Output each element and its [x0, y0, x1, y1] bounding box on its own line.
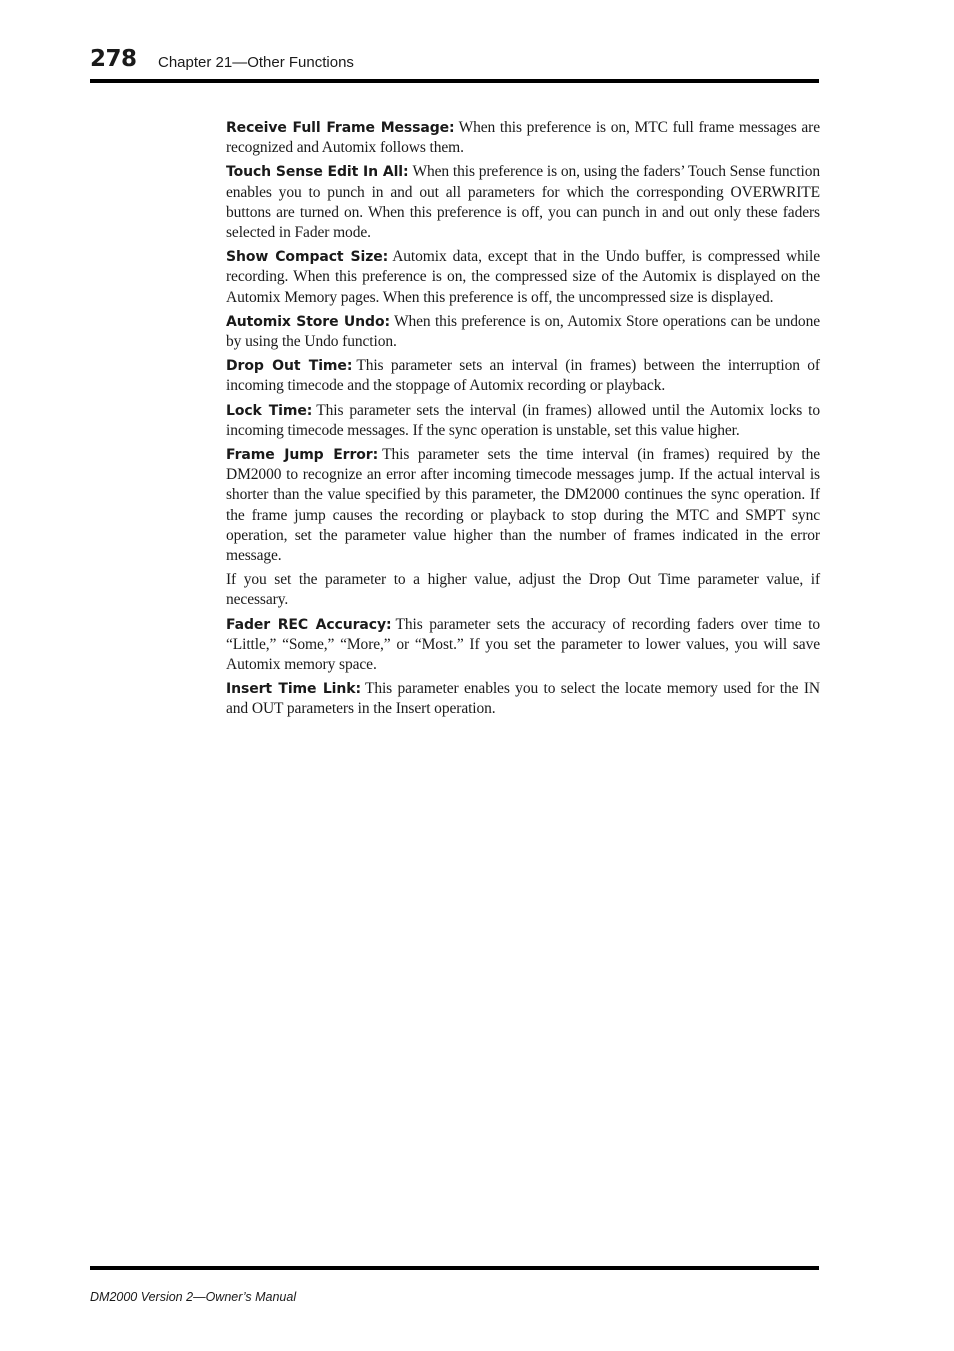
paragraph-lock-time: [226, 401, 820, 441]
paragraph-fader-rec-accuracy: [226, 615, 820, 676]
footer-rule: [90, 1266, 819, 1270]
paragraph-text: This parameter sets the interval (in frames) allowed until the Automix locks to incoming timecode messages. If the sync operation is unstable, set this value higher.: [226, 401, 820, 439]
term-label: Receive Full Frame Message:: [226, 120, 455, 136]
header-rule: [90, 79, 819, 83]
term-label: Lock Time:: [226, 402, 313, 419]
chapter-title: Chapter 21—Other Functions: [158, 54, 354, 71]
paragraph-text: This parameter sets the time interval (in frames) required by the DM2000 to recognize an error after incoming timecode messages jump. If the actual interval is shorter than the value specified by this parameter, the DM2000 continues the sync operation. If the frame jump causes the recording or playback to stop during the MTC and SMPT sync operation, set the parameter value higher than the number of frames indicated in the error message.: [226, 446, 820, 565]
term-label: Touch Sense Edit In All:: [226, 164, 409, 181]
paragraph-frame-jump-note: [226, 570, 820, 610]
paragraph-text: This parameter enables you to select the locate memory used for the IN and OUT parameters in the Insert operation.: [226, 680, 820, 718]
paragraph-text: When this preference is on, Automix Store operations can be undone by using the Undo function.: [226, 312, 820, 351]
paragraph-text: When this preference is on, MTC full frame messages are recognized and Automix follows them.: [226, 119, 821, 157]
paragraph-drop-out-time: [226, 356, 820, 396]
paragraph-text: This parameter sets an interval (in frames) between the interruption of incoming timecode and the stoppage of Automix recording or playback.: [226, 357, 820, 395]
paragraph-show-compact-size: [226, 247, 820, 308]
paragraph-touch-sense-edit-in-all: [226, 162, 820, 243]
term-label: Fader REC Accuracy:: [226, 616, 392, 633]
paragraph-text: Automix data, except that in the Undo buffer, is compressed while recording. When this preference is on, the compressed size of the Automix is displayed on the Automix Memory pages. When this preference is off, the uncompressed size is displayed.: [226, 248, 820, 306]
paragraph-insert-time-link: [226, 679, 820, 719]
term-label: Frame Jump Error:: [226, 447, 379, 464]
footer-manual-title: DM2000 Version 2—Owner’s Manual: [90, 1290, 297, 1304]
term-label: Drop Out Time:: [226, 358, 353, 375]
paragraph-text: This parameter sets the accuracy of recording faders over time to “Little,” “Some,” “More,” or “Most.” If you set the parameter to lower values, you will save Automix memory space.: [226, 615, 820, 674]
paragraph-receive-full-frame-message: [226, 118, 820, 158]
paragraph-text: When this preference is on, using the faders’ Touch Sense function enables you to punch in and out all parameters for which the corresponding OVERWRITE buttons are turned on. When this preference is off, you can punch in and out only these faders selected in Fader mode.: [226, 163, 820, 242]
page-number: 278: [90, 46, 137, 72]
paragraph-frame-jump-error: [226, 445, 820, 566]
term-label: Show Compact Size:: [226, 249, 389, 266]
paragraph-text: If you set the parameter to a higher value, adjust the Drop Out Time parameter value, if necessary.: [226, 571, 820, 609]
page-header: [90, 46, 819, 84]
paragraph-automix-store-undo: [226, 312, 820, 352]
main-content: [226, 118, 820, 724]
term-label: Automix Store Undo:: [226, 313, 390, 330]
term-label: Insert Time Link:: [226, 681, 361, 698]
